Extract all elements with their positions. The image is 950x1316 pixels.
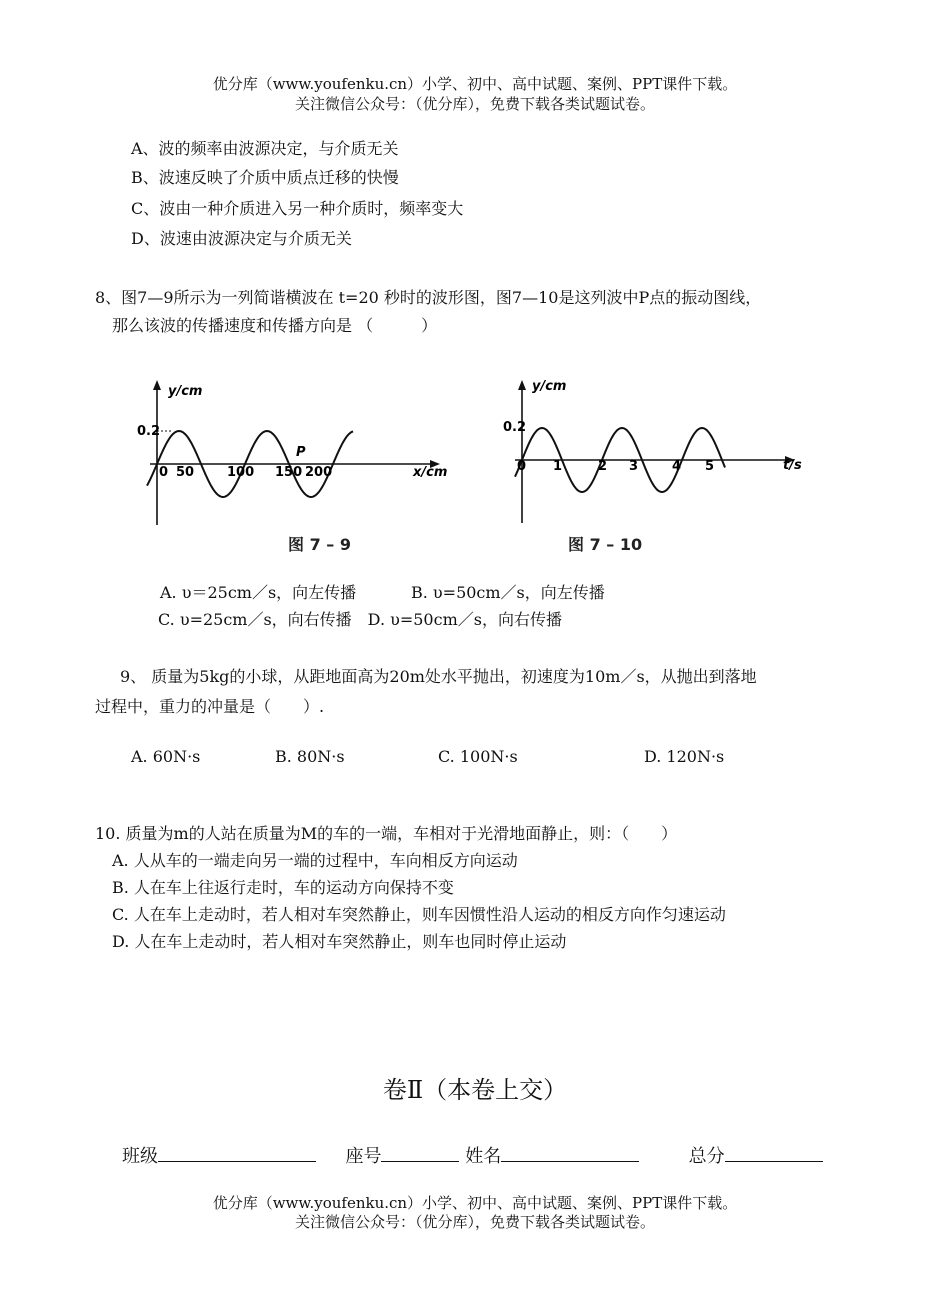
name-label: 姓名 (465, 1146, 502, 1167)
fig1-tick-50: 50 (176, 465, 195, 480)
q8-options-c-d: C. υ=25cm／s，向右传播 D. υ=50cm／s，向右传播 (158, 610, 562, 629)
fig1-tick-200: 200 (305, 465, 333, 480)
class-blank[interactable] (158, 1145, 316, 1162)
header-line-2: 关注微信公众号：（优分库），免费下载各类试题试卷。 (294, 95, 655, 113)
fig2-tick-1: 1 (553, 459, 563, 474)
fig2-tick-3: 3 (629, 459, 639, 474)
q8-stem-line-2: 那么该波的传播速度和传播方向是 （ ） (112, 316, 438, 335)
fig2-tick-5: 5 (705, 459, 715, 474)
q8-stem-line-1: 8、图7—9所示为一列简谐横波在 t=20 秒时的波形图，图7—10是这列波中P点的振动图线， (95, 288, 762, 307)
q7-option-b: B、波速反映了介质中质点迁移的快慢 (131, 168, 399, 187)
fig2-y-arrow (518, 380, 526, 390)
fig1-origin-label: 0 (159, 465, 169, 480)
q9-stem-line-1: 9、 质量为5kg的小球，从距地面高为20m处水平抛出，初速度为10m／s，从抛出到落地 (120, 667, 757, 686)
fig1-y-label: y/cm (168, 384, 203, 399)
q10-option-b: B. 人在车上往返行走时，车的运动方向保持不变 (112, 878, 454, 897)
fig2-x-label: t/s (783, 458, 802, 473)
q7-option-c: C、波由一种介质进入另一种介质时，频率变大 (131, 199, 464, 218)
class-label: 班级 (122, 1146, 158, 1167)
q8-option-a: A. υ＝25cm／s，向左传播 (160, 583, 357, 602)
total-blank[interactable] (725, 1145, 823, 1162)
fig1-amp-label: 0.2 (137, 424, 161, 439)
q9-option-a: A. 60N·s (131, 747, 201, 766)
total-label: 总分 (688, 1146, 725, 1167)
q10-option-c: C. 人在车上走动时，若人相对车突然静止，则车因惯性沿人运动的相反方向作匀速运动 (112, 905, 726, 924)
figure-7-10-vibration-graph (495, 375, 815, 535)
q9-option-b: B. 80N·s (275, 747, 345, 766)
q8-option-b: B. υ=50cm／s，向左传播 (411, 583, 605, 602)
fig2-amp-label: 0.2 (503, 420, 527, 435)
figure-7-10-caption: 图 7 – 10 (568, 535, 643, 554)
q9-option-c: C. 100N·s (438, 747, 518, 766)
q7-option-a: A、波的频率由波源决定，与介质无关 (131, 139, 399, 158)
fig2-origin-label: 0 (517, 459, 527, 474)
q9-stem-line-2: 过程中，重力的冲量是（ ）. (95, 697, 325, 716)
fig2-tick-4: 4 (672, 459, 682, 474)
q10-option-d: D. 人在车上走动时，若人相对车突然静止，则车也同时停止运动 (112, 932, 567, 951)
q9-option-d: D. 120N·s (644, 747, 725, 766)
fig1-x-label: x/cm (413, 465, 448, 480)
section-title: 卷Ⅱ（本卷上交） (382, 1076, 568, 1104)
header-line-1: 优分库（www.youfenku.cn）小学、初中、高中试题、案例、PPT课件下载。 (212, 75, 738, 93)
fig1-tick-100: 100 (227, 465, 255, 480)
name-blank[interactable] (501, 1145, 639, 1162)
seat-label: 座号 (345, 1146, 382, 1167)
fig2-tick-2: 2 (598, 459, 608, 474)
fig1-point-p-label: P (296, 445, 306, 460)
footer-line-1: 优分库（www.youfenku.cn）小学、初中、高中试题、案例、PPT课件下载。 (212, 1194, 738, 1212)
fig1-y-arrow (153, 380, 161, 390)
footer-line-2: 关注微信公众号：（优分库），免费下载各类试题试卷。 (294, 1213, 655, 1231)
student-info-row (122, 1142, 823, 1168)
fig1-tick-150: 150 (275, 465, 303, 480)
q7-option-d: D、波速由波源决定与介质无关 (131, 229, 352, 248)
fig2-y-label: y/cm (532, 379, 567, 394)
figure-7-9-wave-graph (135, 375, 455, 535)
q10-option-a: A. 人从车的一端走向另一端的过程中，车向相反方向运动 (112, 851, 518, 870)
figure-7-9-caption: 图 7 – 9 (288, 535, 351, 554)
seat-blank[interactable] (381, 1145, 459, 1162)
q10-stem: 10. 质量为m的人站在质量为M的车的一端，车相对于光滑地面静止，则：（ ） (95, 824, 678, 843)
